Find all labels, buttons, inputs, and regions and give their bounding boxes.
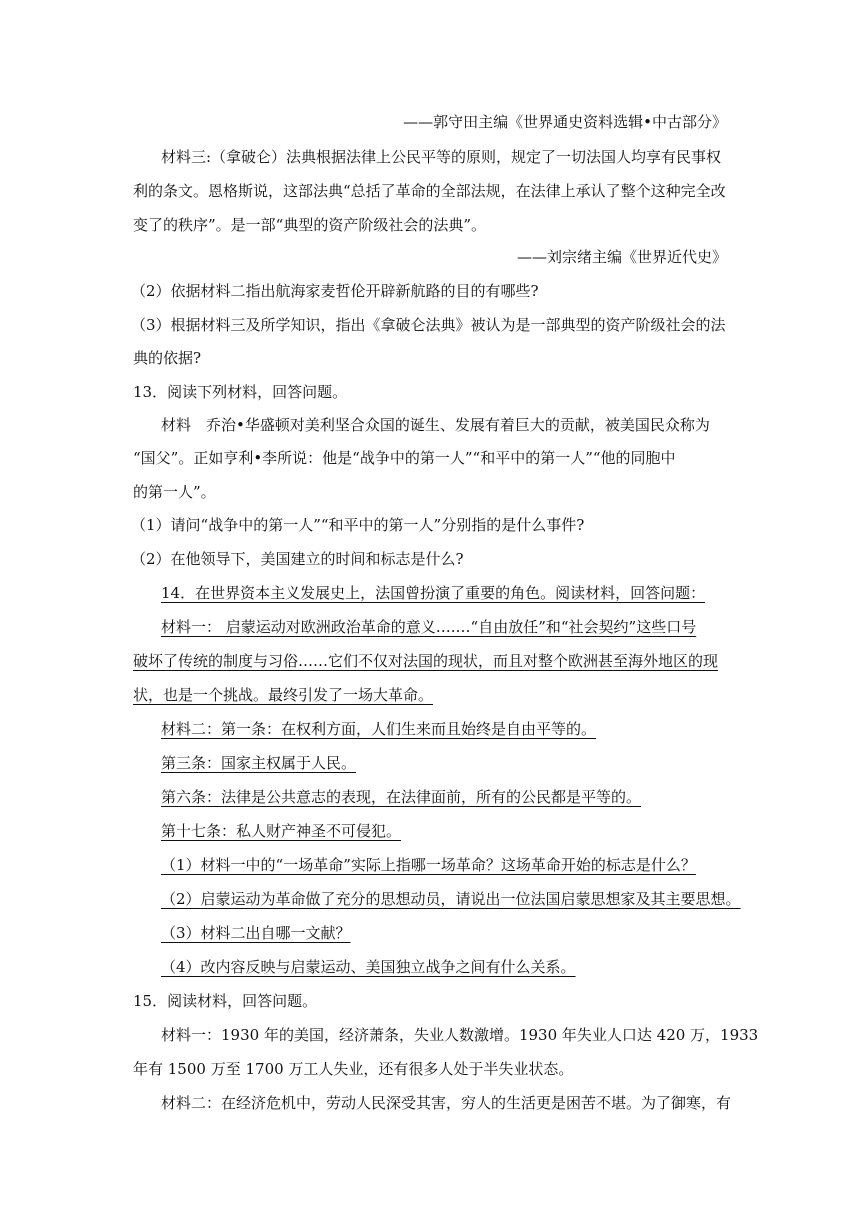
q14-material1-line-1: 材料一： 启蒙运动对欧洲政治革命的意义….…“自由放任”和“社会契约”这些口号 xyxy=(161,618,697,636)
q14-material2-line-4: 第十七条：私人财产神圣不可侵犯。 xyxy=(161,822,402,840)
q14-material2-line-1: 材料二：第一条：在权利方面，人们生来而且始终是自由平等的。 xyxy=(161,720,597,738)
q14-question-4: （4）改内容反映与启蒙运动、美国独立战争之间有什么关系。 xyxy=(161,958,576,976)
material2-source: ——郭守田主编《世界通史资料选辑•中古部分》 xyxy=(403,113,727,131)
q13-material-line-1: 材料 乔治•华盛顿对美利坚合众国的诞生、发展有着巨大的贡献，被美国民众称为 xyxy=(161,416,710,434)
q13-material-line-3: 的第一人”。 xyxy=(133,483,216,501)
q14-material1-line-2: 破坏了传统的制度与习俗……它们不仅对法国的现状，而且对整个欧洲甚至海外地区的现 xyxy=(133,652,719,670)
q15-title: 15．阅读材料，回答问题。 xyxy=(133,992,318,1010)
q14-title: 14．在世界资本主义发展史上，法国曾扮演了重要的角色。阅读材料，回答问题： xyxy=(161,584,706,602)
q14-material2-line-2: 第三条：国家主权属于人民。 xyxy=(161,754,357,772)
q14-material1-line-3: 状，也是一个挑战。最终引发了一场大革命。 xyxy=(133,686,434,704)
q15-material2-line-1: 材料二：在经济危机中，劳动人民深受其害，穷人的生活更是困苦不堪。为了御寒，有 xyxy=(161,1094,732,1112)
q15-material1-line-2: 年有 1500 万至 1700 万工人失业，还有很多人处于半失业状态。 xyxy=(133,1060,574,1078)
material3-line-1: 材料三:（拿破仑）法典根据法律上公民平等的原则，规定了一切法国人均享有民事权 xyxy=(161,148,722,166)
q13-question-2: （2）在他领导下，美国建立的时间和标志是什么? xyxy=(131,550,464,568)
q15-material1-line-1: 材料一：1930 年的美国，经济萧条，失业人数激增。1930 年失业人口达 420 万，1933 xyxy=(161,1026,759,1044)
q12-question-3-cont: 典的依据? xyxy=(133,349,202,367)
q14-question-3: （3）材料二出自哪一文献？ xyxy=(161,924,351,942)
q12-question-3: （3）根据材料三及所学知识，指出《拿破仑法典》被认为是一部典型的资产阶级社会的法 xyxy=(131,316,726,334)
q14-material2-line-3: 第六条：法律是公共意志的表现，在法律面前，所有的公民都是平等的。 xyxy=(161,788,642,806)
q13-material-line-2: “国父”。正如亨利•李所说：他是“战争中的第一人”“和平中的第一人”“他的同胞中 xyxy=(133,449,676,467)
material3-source: ——刘宗绪主编《世界近代史》 xyxy=(516,248,727,266)
material3-line-2: 利的条文。恩格斯说，这部法典“总括了革命的全部法规，在法律上承认了整个这种完全改 xyxy=(133,182,726,200)
q12-question-2: （2）依据材料二指出航海家麦哲伦开辟新航路的目的有哪些? xyxy=(131,282,539,300)
q13-title: 13．阅读下列材料，回答问题。 xyxy=(133,383,348,401)
q14-question-2: （2）启蒙运动为革命做了充分的思想动员，请说出一位法国启蒙思想家及其主要思想。 xyxy=(161,890,741,908)
q14-question-1: （1）材料一中的“一场革命”实际上指哪一场革命？这场革命开始的标志是什么？ xyxy=(161,856,696,874)
q13-question-1: （1）请问“战争中的第一人”“和平中的第一人”分别指的是什么事件? xyxy=(131,516,585,534)
material3-line-3: 变了的秩序”。是一部“典型的资产阶级社会的法典”。 xyxy=(133,216,487,234)
